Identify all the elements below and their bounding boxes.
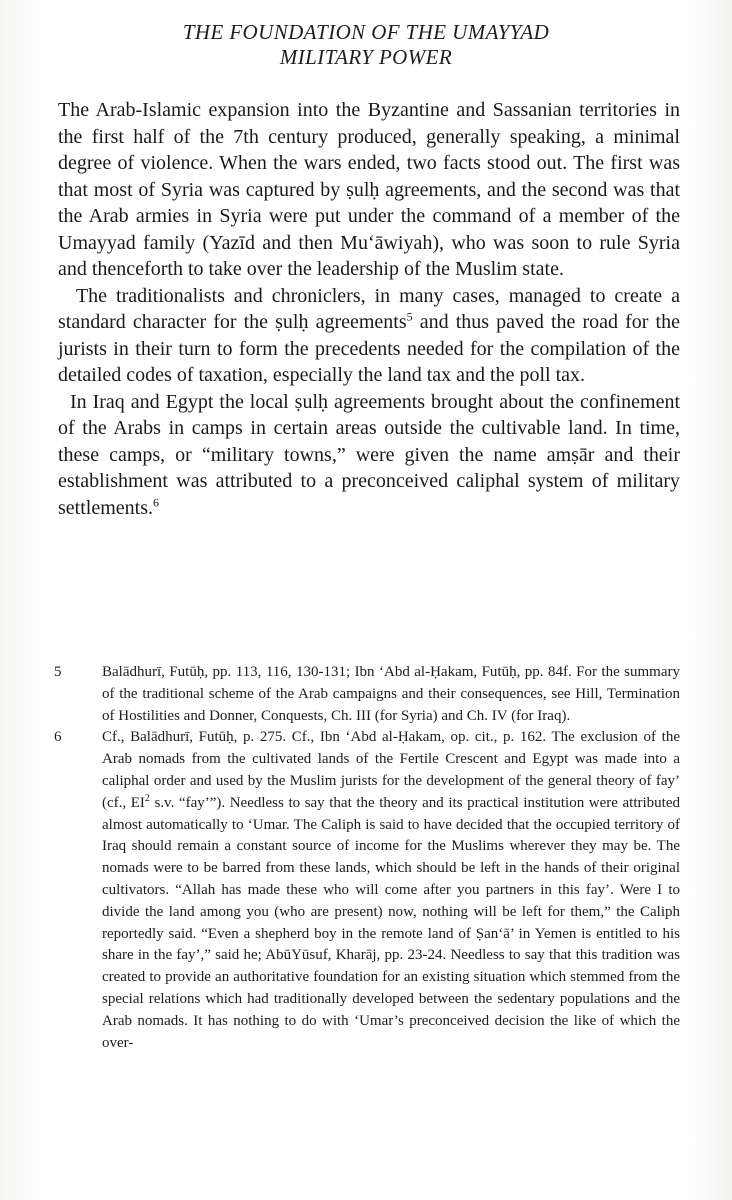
footnote-6-text-a: Cf., Balādhurī, Futūḥ, p. 275. Cf., Ibn ‘Abd al-Ḥakam, op. cit., p. 162. The exclusion of the Arab nomads from the cultivated lands of the Fertile Crescent and Egypt was made into a caliphal order and used by the Muslim jurists for the development of the general theory of fay’ (cf., EI [102,729,680,811]
footnote-6-text-b: s.v. “fay’”). Needless to say that the theory and its practical institution were attributed almost automatically to ‘Umar. The Caliph is said to have decided that the occupied territory of Iraq should remain a constant source of income for the Muslims wherever they may be. The nomads were to be barred from these lands, which should be left in the hands of their original cultivators. “Allah has made these who will come after you partners in this fay’. Were I to divide the land among you (who are present) now, nothing will be left for them,” the Caliph reportedly said. “Even a shepherd boy in the remote land of Ṣan‘ā’ in Yemen is entitled to his share in the fay’,” said he; AbūYūsuf, Kharāj, pp. 23-24. Needless to say that this tradition was created to provide an authoritative foundation for an existing situation which stemmed from the special relations which had traditionally developed between the sedentary populations and the Arab nomads. It has nothing to do with ‘Umar’s preconceived decision the like of which the over- [102,794,680,1051]
paragraph-1: The Arab-Islamic expansion into the Byzantine and Sassanian territories in the first half of the 7th century produced, generally speaking, a minimal degree of violence. When the wars ended, two facts stood out. The first was that most of Syria was captured by ṣulḥ agreements, and the second was that the Arab armies in Syria were put under the command of a member of the Umayyad family (Yazīd and then Mu‘āwiyah), who was soon to rule Syria and thenceforth to take over the leadership of the Muslim state. [58,99,680,280]
chapter-title-line-1: THE FOUNDATION OF THE UMAYYAD [182,20,550,44]
paragraph-3 [58,389,680,522]
footnote-text [102,727,680,1054]
paragraph-2-text-a: The traditionalists and chroniclers, in many cases, managed to create a standard character for the ṣulḥ agreements [58,284,681,333]
footnote-5 [54,662,680,727]
footnote-ref-6[interactable]: 6 [152,494,159,509]
footnote-text: Balādhurī, Futūḥ, pp. 113, 116, 130-131; Ibn ‘Abd al-Ḥakam, Futūḥ, pp. 84f. For the summary of the traditional scheme of the Arab campaigns and their consequences, see Hill, Termination of Hostilities and Donner, Conquests, Ch. III (for Syria) and Ch. IV (for Iraq). [102,664,680,724]
footnote-ref-5[interactable]: 5 [406,309,413,324]
footnote-number: 5 [54,664,62,680]
footnote-6-superscript: 2 [144,792,150,804]
paragraph-2-text-b: and thus paved the road for the jurists in their turn to form the precedents needed for the compilation of the detailed codes of taxation, especially the land tax and the poll tax. [58,311,680,386]
main-text [58,97,680,521]
footnote-number: 6 [54,729,62,746]
footnotes [54,662,680,1054]
footnote-6 [54,727,680,1054]
paragraph-2 [58,283,680,389]
chapter-title-line-2: MILITARY POWER [279,45,453,69]
paragraph-3-text: In Iraq and Egypt the local ṣulḥ agreements brought about the confinement of the Arabs in camps in certain areas outside the cultivable land. In time, these camps, or “military towns,” were given the name amṣār and their establishment was attributed to a preconceived caliphal system of military settlements. [58,390,681,519]
chapter-title [0,20,732,70]
